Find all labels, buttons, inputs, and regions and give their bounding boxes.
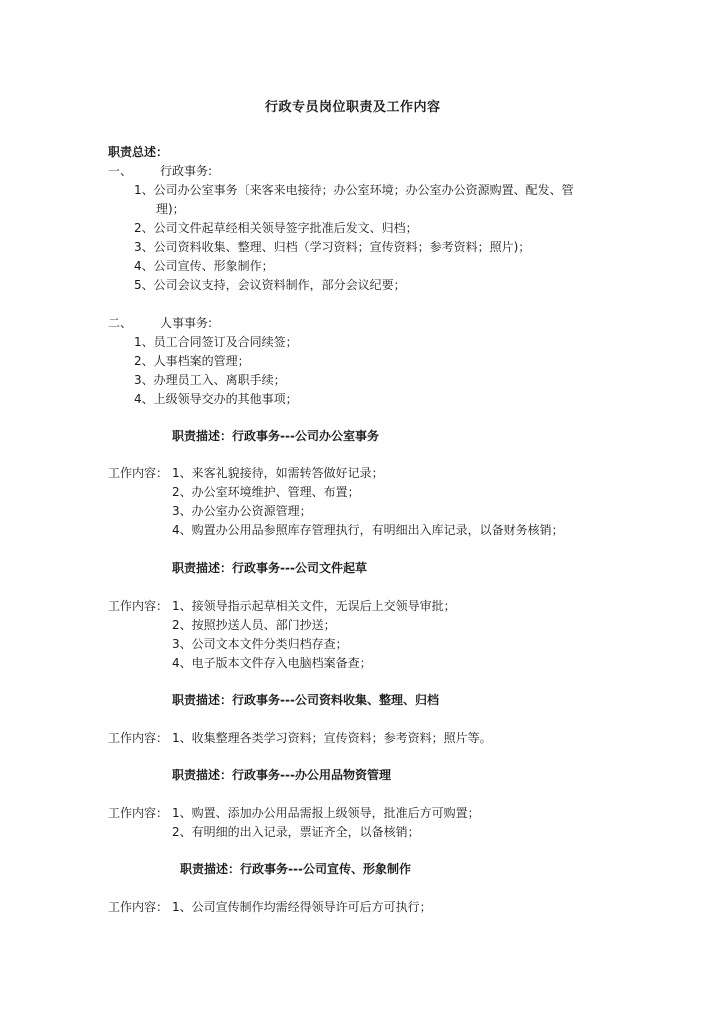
work-content-label: 工作内容： [108, 731, 169, 745]
duty-heading: 职责描述：行政事务---办公用品物资管理 [172, 768, 391, 782]
section2-item: 3、办理员工入、离职手续； [134, 373, 286, 387]
duty-heading: 职责描述：行政事务---公司文件起草 [172, 561, 367, 575]
work-content-item: 1、接领导指示起草相关文件，无误后上交领导审批； [172, 599, 456, 613]
section2-item: 2、人事档案的管理； [134, 354, 250, 368]
work-content-item: 3、办公室办公资源管理； [172, 504, 312, 518]
section1-item: 5、公司会议支持，会议资料制作，部分会议纪要； [134, 278, 406, 292]
work-content-label: 工作内容： [108, 900, 169, 914]
work-content-label: 工作内容： [108, 599, 169, 613]
work-content-item: 1、公司宣传制作均需经得领导许可后方可执行； [172, 900, 432, 914]
section2-number: 二、 [108, 316, 133, 330]
work-content-item: 2、办公室环境维护、管理、布置； [172, 485, 360, 499]
work-content-item: 1、收集整理各类学习资料；宣传资料；参考资料；照片等。 [172, 731, 492, 745]
section2-heading: 人事事务: [160, 316, 213, 330]
section1-item: 1、公司办公室事务〔来客来电接待；办公室环境；办公室办公资源购置、配发、管 [134, 183, 574, 197]
work-content-item: 2、按照抄送人员、部门抄送； [172, 618, 336, 632]
section2-item: 4、上级领导交办的其他事项； [134, 392, 298, 406]
section1-number: 一、 [108, 164, 133, 178]
work-content-item: 4、电子版本文件存入电脑档案备查； [172, 656, 372, 670]
work-content-item: 3、公司文本文件分类归档存查； [172, 637, 348, 651]
duty-heading: 职责描述：行政事务---公司资料收集、整理、归档 [172, 693, 439, 707]
summary-heading: 职责总述： [108, 145, 169, 159]
duty-heading: 职责描述：行政事务---公司宣传、形象制作 [180, 862, 411, 876]
section2-item: 1、员工合同签订及合同续签； [134, 335, 298, 349]
section1-item: 理)； [156, 202, 185, 216]
section1-item: 4、公司宣传、形象制作； [134, 259, 274, 273]
work-content-label: 工作内容： [108, 806, 169, 820]
work-content-item: 1、来客礼貌接待，如需转答做好记录； [172, 466, 384, 480]
work-content-item: 4、购置办公用品参照库存管理执行，有明细出入库记录，以备财务核销； [172, 523, 564, 537]
work-content-item: 1、购置、添加办公用品需报上级领导，批准后方可购置； [172, 806, 480, 820]
section1-item: 3、公司资料收集、整理、归档（学习资料；宣传资料；参考资料；照片)； [134, 240, 531, 254]
work-content-label: 工作内容： [108, 466, 169, 480]
section1-item: 2、公司文件起草经相关领导签字批准后发文、归档； [134, 221, 418, 235]
page-title: 行政专员岗位职责及工作内容 [265, 100, 441, 115]
duty-heading: 职责描述：行政事务---公司办公室事务 [172, 429, 379, 443]
work-content-item: 2、有明细的出入记录，票证齐全，以备核销； [172, 825, 420, 839]
section1-heading: 行政事务: [160, 164, 213, 178]
